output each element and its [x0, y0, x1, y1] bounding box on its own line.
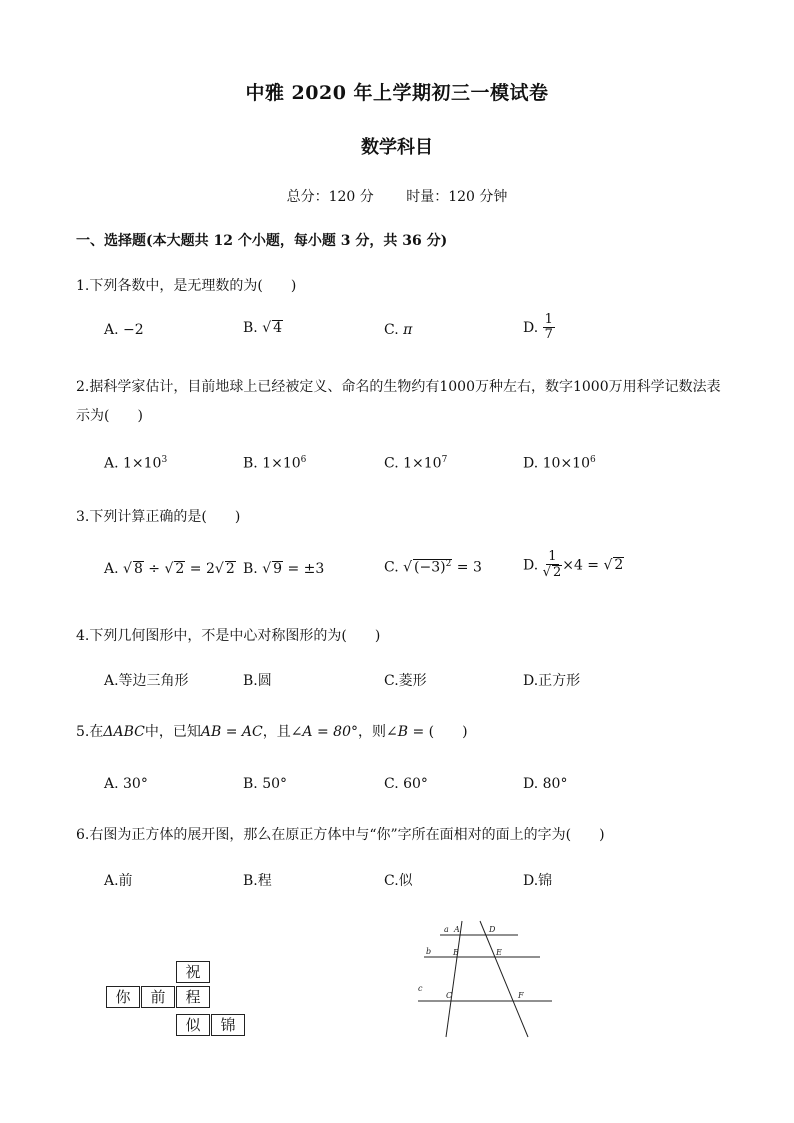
label-A: A	[454, 925, 460, 934]
q1-option-d: D. $\frac{1}{7}$	[523, 312, 553, 343]
q3-option-d: D. $\frac{1}{√ 2}$ ×4 = √ 2	[523, 549, 624, 581]
q2-option-a: A. $1\times 10^3$	[104, 455, 168, 472]
question-1-stem: 1.下列各数中，是无理数的为( )	[76, 278, 297, 294]
q2-option-b: B. $1\times 10^6$	[243, 455, 307, 472]
question-6-stem: 6.右图为正方体的展开图，那么在原正方体中与“你”字所在面相对的面上的字为( )	[76, 827, 605, 843]
net-cell-qian: 前	[141, 986, 175, 1008]
label-a: a	[444, 925, 449, 934]
q4-option-b: B.圆	[243, 673, 272, 689]
total-score: 总分：120 分	[286, 189, 374, 205]
transversal-right	[480, 921, 528, 1037]
exam-info	[0, 186, 794, 206]
question-2-stem-line2: 示为( )	[76, 408, 143, 424]
q2-option-d: D. $10\times 10^6$	[523, 455, 596, 472]
q5-option-a: A. 30°	[104, 776, 148, 792]
q1-option-c: C. π	[384, 322, 413, 338]
q1-option-b: B. √ 4	[243, 320, 283, 336]
exam-title: 中雅 2020 年上学期初三一模试卷	[245, 82, 549, 104]
question-2-stem-line1: 2.据科学家估计，目前地球上已经被定义、命名的生物约有1000万种左右，数字1000万用科学记数法表	[76, 379, 721, 395]
q4-option-d: D.正方形	[523, 673, 581, 689]
question-5-stem: 5.在ΔABC中，已知AB = AC，且∠A = 80°，则∠B = ( )	[76, 724, 468, 740]
q4-option-c: C.菱形	[384, 673, 427, 689]
q6-option-b: B.程	[243, 873, 272, 889]
q6-option-d: D.锦	[523, 873, 553, 889]
net-cell-cheng: 程	[176, 986, 210, 1008]
label-D: D	[489, 925, 496, 934]
net-cell-si: 似	[176, 1014, 210, 1036]
label-B: B	[453, 948, 459, 957]
q1-option-a: A. −2	[104, 322, 144, 338]
q5-option-d: D. 80°	[523, 776, 568, 792]
label-F: F	[518, 991, 524, 1000]
q5-option-b: B. 50°	[243, 776, 288, 792]
label-C: C	[446, 991, 453, 1000]
label-c: c	[418, 984, 423, 993]
transversal-left	[446, 921, 462, 1037]
question-4-stem: 4.下列几何图形中，不是中心对称图形的为( )	[76, 628, 381, 644]
q5-option-c: C. 60°	[384, 776, 428, 792]
label-b: b	[426, 947, 432, 956]
label-E: E	[496, 948, 502, 957]
q3-option-b: B. √ 9 = ±3	[243, 561, 325, 577]
parallel-lines-figure	[410, 915, 560, 1045]
q2-option-c: C. $1\times 10^7$	[384, 455, 448, 472]
question-3-stem: 3.下列计算正确的是( )	[76, 509, 241, 525]
q6-option-a: A.前	[104, 873, 133, 889]
net-cell-top: 祝	[176, 961, 210, 983]
q3-option-c: C. √ $(-3)^2 = 3$	[384, 559, 482, 576]
q4-option-a: A.等边三角形	[104, 673, 189, 689]
q3-option-a: A. √ 8 ÷ √ 2 = 2√ 2	[104, 561, 235, 577]
net-cell-you: 你	[106, 986, 140, 1008]
section-heading: 一、选择题(本大题共 12 个小题，每小题 3 分，共 36 分)	[76, 233, 448, 249]
exam-subject: 数学科目	[361, 137, 433, 158]
net-cell-jin: 锦	[211, 1014, 245, 1036]
time-limit: 时量：120 分钟	[406, 189, 508, 205]
q6-option-c: C.似	[384, 873, 413, 889]
